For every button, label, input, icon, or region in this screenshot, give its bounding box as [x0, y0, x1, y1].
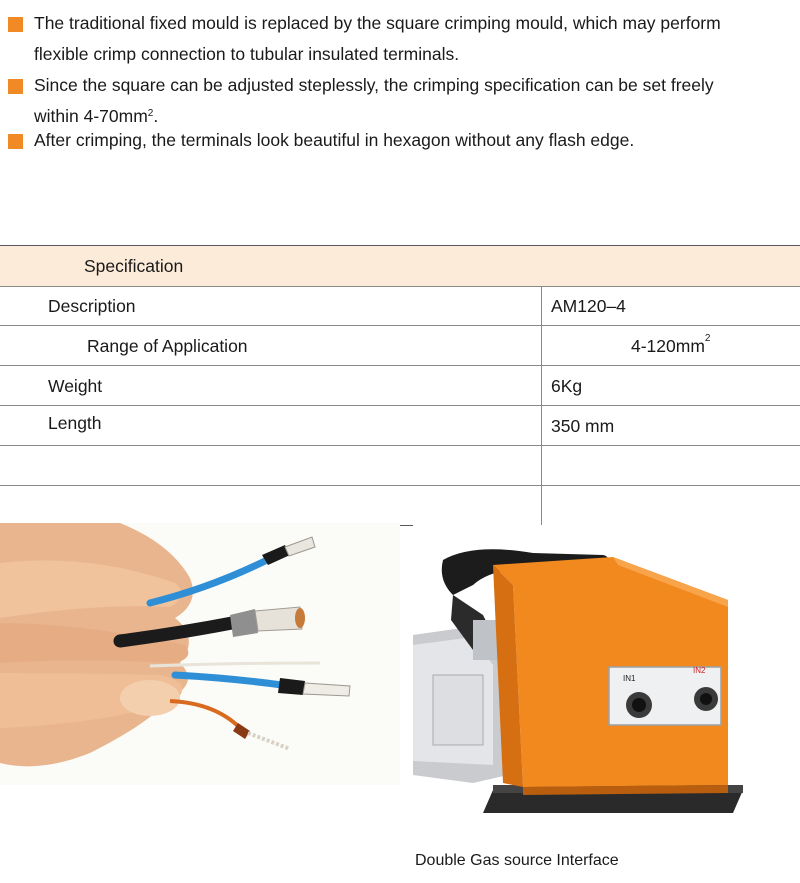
spec-label: Description	[48, 296, 136, 316]
spec-value: 350 mm	[551, 416, 615, 436]
bullet-square-icon	[8, 134, 23, 149]
port-label-in1: IN1	[623, 674, 636, 683]
spec-label: Weight	[48, 376, 103, 396]
table-row	[0, 486, 800, 526]
table-row	[0, 286, 800, 326]
feature-text-continued: flexible crimp connection to tubular insulated terminals.	[34, 44, 460, 64]
crimped-wires-icon	[0, 523, 400, 785]
crimped-wires-photo	[0, 523, 400, 785]
table-row	[0, 446, 800, 486]
spec-label: Length	[48, 413, 102, 433]
table-row	[0, 366, 800, 406]
spec-value: AM120–4	[551, 296, 626, 316]
feature-text: After crimping, the terminals look beautiful in hexagon without any flash edge.	[34, 130, 635, 150]
port-label-in2: IN2	[693, 666, 706, 675]
feature-text: Since the square can be adjusted steplessly, the crimping specification can be set freely	[34, 75, 714, 95]
spec-value: 6Kg	[551, 376, 583, 396]
column-divider	[541, 406, 542, 445]
column-divider	[541, 366, 542, 405]
spec-value: $4-120mm^2$	[631, 333, 711, 356]
column-divider	[541, 486, 542, 525]
bullet-square-icon	[8, 17, 23, 32]
photo-caption: Double Gas source Interface	[415, 852, 619, 869]
feature-text-continued: within $4-70mm^2$.	[34, 106, 159, 126]
feature-text: The traditional fixed mould is replaced by the square crimping mould, which may perform	[34, 13, 721, 33]
spec-label: Range of Application	[87, 336, 248, 356]
column-divider	[541, 286, 542, 325]
table-row	[0, 326, 800, 366]
crimping-tool-icon	[413, 525, 800, 827]
bullet-square-icon	[8, 79, 23, 94]
column-divider	[541, 446, 542, 485]
column-divider	[541, 326, 542, 365]
specification-header	[0, 245, 800, 287]
specification-title: Specification	[84, 256, 184, 276]
crimping-tool-photo	[413, 525, 800, 827]
table-row	[0, 406, 800, 446]
